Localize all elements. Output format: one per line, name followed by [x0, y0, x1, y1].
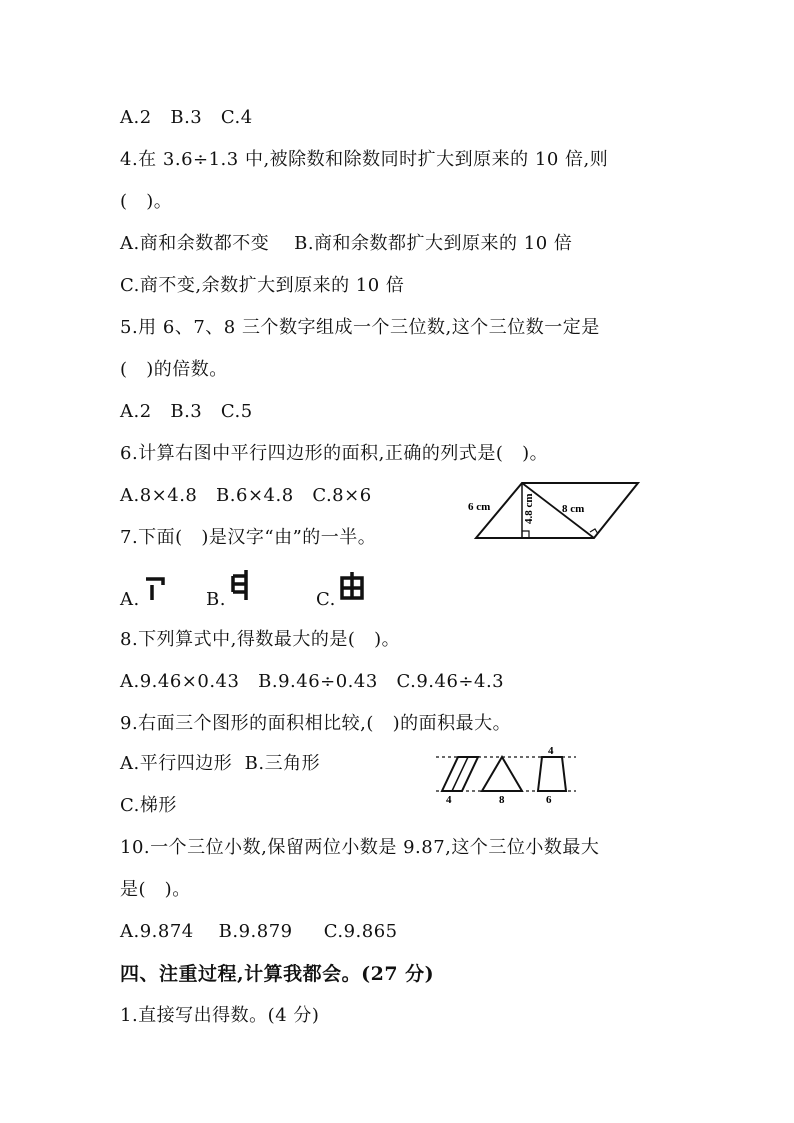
- triangle-base-label: 8: [499, 794, 505, 806]
- q10-options: A.9.874 B.9.879 C.9.865: [120, 921, 398, 942]
- q7-option-a-label: A.: [120, 589, 140, 610]
- q4-options-line2: C.商不变,余数扩大到原来的 10 倍: [120, 275, 405, 296]
- q7-option-c-label: C.: [316, 589, 336, 610]
- q10-stem-line2: 是( )。: [120, 879, 191, 900]
- q5-stem-line1: 5.用 6、7、8 三个数字组成一个三位数,这个三位数一定是: [120, 317, 600, 338]
- q8-options: A.9.46×0.43 B.9.46÷0.43 C.9.46÷4.3: [120, 671, 505, 692]
- q4-options-line1: A.商和余数都不变 B.商和余数都扩大到原来的 10 倍: [120, 233, 573, 254]
- q9-options-line1: A.平行四边形 B.三角形: [120, 753, 321, 774]
- parallelogram-diagonal-label: 8 cm: [562, 503, 585, 515]
- q5-stem-line2: ( )的倍数。: [120, 359, 228, 380]
- q6-options: A.8×4.8 B.6×4.8 C.8×6: [120, 485, 372, 506]
- half-you-b-icon: [230, 568, 260, 602]
- q9-options-line2: C.梯形: [120, 795, 177, 816]
- q6-stem: 6.计算右图中平行四边形的面积,正确的列式是( )。: [120, 443, 549, 464]
- q4-stem-line2: ( )。: [120, 191, 173, 212]
- parallelogram-figure: [466, 476, 646, 544]
- trapezoid-top-label: 4: [548, 745, 554, 757]
- q3-options: A.2 B.3 C.4: [120, 107, 253, 128]
- q7-stem: 7.下面( )是汉字“由”的一半。: [120, 527, 377, 548]
- parallelogram-height-label: 4.8 cm: [523, 493, 535, 524]
- half-you-a-icon: [143, 574, 167, 604]
- parallelogram-base-label: 4: [446, 794, 452, 806]
- q9-stem: 9.右面三个图形的面积相比较,( )的面积最大。: [120, 713, 512, 734]
- q4-stem-line1: 4.在 3.6÷1.3 中,被除数和除数同时扩大到原来的 10 倍,则: [120, 149, 609, 170]
- three-shapes-figure: [434, 744, 578, 806]
- section-4-title: 四、注重过程,计算我都会。(27 分): [120, 963, 435, 985]
- q8-stem: 8.下列算式中,得数最大的是( )。: [120, 629, 401, 650]
- section-4-item-1: 1.直接写出得数。(4 分): [120, 1005, 320, 1026]
- half-you-c-icon: [338, 570, 366, 602]
- parallelogram-side-label: 6 cm: [468, 501, 491, 513]
- trapezoid-bottom-label: 6: [546, 794, 552, 806]
- q7-option-b-label: B.: [206, 589, 226, 610]
- q10-stem-line1: 10.一个三位小数,保留两位小数是 9.87,这个三位小数最大: [120, 837, 600, 858]
- q5-options: A.2 B.3 C.5: [120, 401, 253, 422]
